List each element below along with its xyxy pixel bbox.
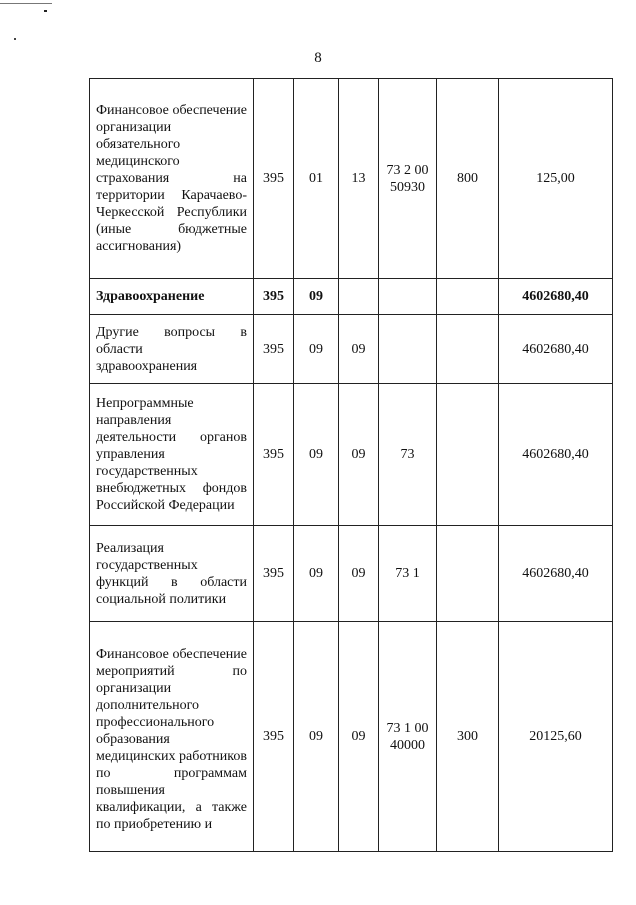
row-subsection: 09	[339, 384, 379, 526]
row-name: Здравоохранение	[90, 279, 254, 315]
row-amount: 125,00	[499, 79, 613, 279]
row-subsection: 09	[339, 315, 379, 384]
row-expense-type	[437, 279, 499, 315]
row-target-article: 73	[379, 384, 437, 526]
row-grbs: 395	[254, 279, 294, 315]
row-section: 01	[294, 79, 339, 279]
row-section: 09	[294, 526, 339, 622]
row-target-article	[379, 315, 437, 384]
row-target-article: 73 1 00 40000	[379, 622, 437, 852]
row-section: 09	[294, 384, 339, 526]
row-expense-type	[437, 384, 499, 526]
row-target-article: 73 2 00 50930	[379, 79, 437, 279]
row-target-article	[379, 279, 437, 315]
row-subsection: 13	[339, 79, 379, 279]
row-name: Финансовое обеспечение организации обязательного медицинского страхования на территории Карачаево-Черкесской Республики (иные бюджетные ассигнования)	[90, 79, 254, 279]
row-amount: 4602680,40	[499, 315, 613, 384]
scan-speck	[14, 38, 16, 40]
row-name: Реализация государственных функций в области социальной политики	[90, 526, 254, 622]
row-target-article: 73 1	[379, 526, 437, 622]
row-grbs: 395	[254, 526, 294, 622]
table-row	[90, 79, 613, 279]
table-row	[90, 384, 613, 526]
scan-speck	[44, 10, 47, 12]
table-row	[90, 315, 613, 384]
row-grbs: 395	[254, 622, 294, 852]
row-amount: 4602680,40	[499, 279, 613, 315]
row-grbs: 395	[254, 315, 294, 384]
row-amount: 4602680,40	[499, 384, 613, 526]
table-row	[90, 622, 613, 852]
row-section: 09	[294, 315, 339, 384]
row-grbs: 395	[254, 79, 294, 279]
row-name: Другие вопросы в области здравоохранения	[90, 315, 254, 384]
table-row	[90, 526, 613, 622]
scan-edge-line	[0, 3, 52, 4]
row-expense-type	[437, 526, 499, 622]
row-subsection: 09	[339, 622, 379, 852]
row-name: Непрограммные направления деятельности органов управления государственных внебюджетных фондов Российской Федерации	[90, 384, 254, 526]
row-amount: 4602680,40	[499, 526, 613, 622]
row-section: 09	[294, 279, 339, 315]
row-grbs: 395	[254, 384, 294, 526]
row-expense-type: 800	[437, 79, 499, 279]
page-number: 8	[314, 50, 322, 66]
row-subsection: 09	[339, 526, 379, 622]
table-row	[90, 279, 613, 315]
row-section: 09	[294, 622, 339, 852]
row-subsection	[339, 279, 379, 315]
row-name: Финансовое обеспечение мероприятий по организации дополнительного профессионального образования медицинских работников по программам повышения квалификации, а также по приобретению и	[90, 622, 254, 852]
row-amount: 20125,60	[499, 622, 613, 852]
row-expense-type: 300	[437, 622, 499, 852]
row-expense-type	[437, 315, 499, 384]
budget-table	[89, 78, 613, 852]
